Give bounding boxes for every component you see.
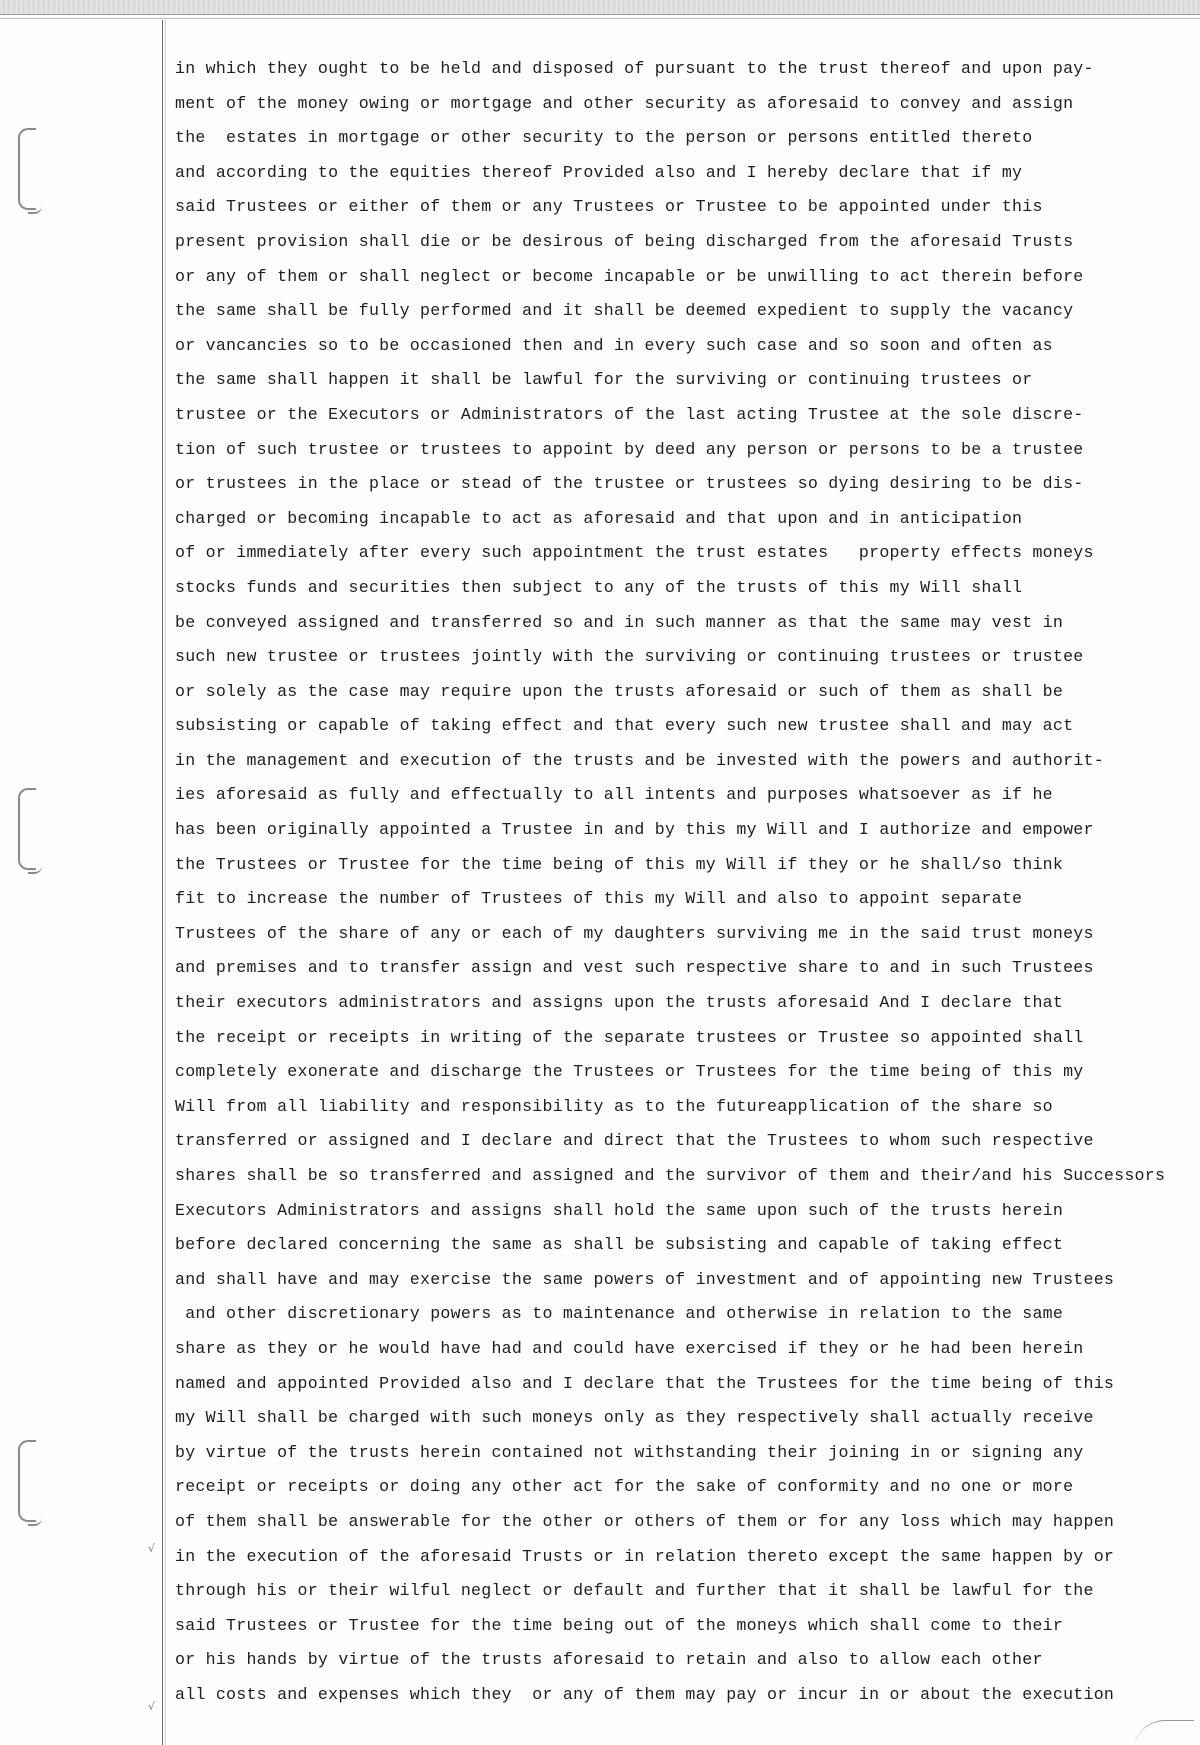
margin-tick-mark: √ <box>148 1700 156 1713</box>
text-line: ies aforesaid as fully and effectually to all intents and purposes whatsoever as if he <box>175 785 1053 805</box>
text-line: the same shall be fully performed and it shall be deemed expedient to supply the vacancy <box>175 301 1074 321</box>
text-line: in the execution of the aforesaid Trusts or in relation thereto except the same happen by or <box>175 1546 1115 1566</box>
text-line: Trustees of the share of any or each of my daughters surviving me in the said trust moneys <box>175 923 1094 943</box>
text-line: has been originally appointed a Trustee in and by this my Will and I authorize and empower <box>175 820 1094 840</box>
text-line: or vancancies so to be occasioned then and in every such case and so soon and often as <box>175 335 1053 355</box>
text-line: or any of them or shall neglect or become incapable or be unwilling to act therein before <box>175 266 1084 286</box>
binder-hole-top <box>18 128 36 210</box>
left-margin-rule-shadow <box>165 20 166 1745</box>
text-line: or trustees in the place or stead of the trustee or trustees so dying desiring to be dis- <box>175 474 1084 494</box>
text-line: such new trustee or trustees jointly with the surviving or continuing trustees or trustee <box>175 647 1084 667</box>
text-line: shares shall be so transferred and assigned and the survivor of them and their/and his Successors <box>175 1166 1166 1185</box>
text-line: be conveyed assigned and transferred so and in such manner as that the same may vest in <box>175 612 1064 632</box>
text-line: tion of such trustee or trustees to appoint by deed any person or persons to be a trustee <box>175 439 1084 459</box>
binder-hole-bottom <box>18 1440 36 1522</box>
text-line: charged or becoming incapable to act as aforesaid and that upon and in anticipation <box>175 508 1023 528</box>
text-line: subsisting or capable of taking effect and that every such new trustee shall and may act <box>175 716 1074 736</box>
text-line: and premises and to transfer assign and vest such respective share to and in such Trustees <box>175 958 1094 978</box>
text-line: and according to the equities thereof Provided also and I hereby declare that if my <box>175 162 1023 182</box>
text-line: share as they or he would have had and could have exercised if they or he had been herein <box>175 1338 1084 1358</box>
text-line: present provision shall die or be desirous of being discharged from the aforesaid Trusts <box>175 231 1074 251</box>
text-line: said Trustees or either of them or any Trustees or Trustee to be appointed under this <box>175 197 1043 217</box>
text-line: all costs and expenses which they or any of them may pay or incur in or about the execution <box>175 1684 1115 1704</box>
text-line: transferred or assigned and I declare and direct that the Trustees to whom such respective <box>175 1131 1094 1151</box>
text-line: trustee or the Executors or Administrators of the last acting Trustee at the sole discre- <box>175 404 1084 424</box>
scan-top-band <box>0 0 1200 15</box>
text-line: through his or their wilful neglect or default and further that it shall be lawful for the <box>175 1581 1094 1601</box>
text-line: and shall have and may exercise the same powers of investment and of appointing new Trustees <box>175 1269 1115 1289</box>
text-line: the same shall happen it shall be lawful for the surviving or continuing trustees or <box>175 370 1033 390</box>
text-line: in the management and execution of the trusts and be invested with the powers and authorit- <box>175 750 1104 770</box>
top-rule <box>0 18 1200 19</box>
text-line: Will from all liability and responsibility as to the futureapplication of the share so <box>175 1096 1053 1116</box>
text-line: the Trustees or Trustee for the time being of this my Will if they or he shall/so think <box>175 854 1064 874</box>
text-line: stocks funds and securities then subject to any of the trusts of this my Will shall <box>175 577 1023 597</box>
text-line: the estates in mortgage or other security to the person or persons entitled thereto <box>175 128 1033 148</box>
text-line: Executors Administrators and assigns shall hold the same upon such of the trusts herein <box>175 1200 1064 1220</box>
text-line: and other discretionary powers as to maintenance and otherwise in relation to the same <box>175 1304 1064 1324</box>
text-line: completely exonerate and discharge the Trustees or Trustees for the time being of this my <box>175 1062 1084 1082</box>
text-line: or his hands by virtue of the trusts aforesaid to retain and also to allow each other <box>175 1650 1043 1670</box>
text-line: of them shall be answerable for the other or others of them or for any loss which may happen <box>175 1511 1115 1531</box>
text-line: my Will shall be charged with such moneys only as they respectively shall actually receive <box>175 1408 1094 1428</box>
text-line: of or immediately after every such appointment the trust estates property effects moneys <box>175 543 1094 563</box>
text-line: the receipt or receipts in writing of the separate trustees or Trustee so appointed shall <box>175 1027 1084 1047</box>
margin-tick-mark: √ <box>148 1542 156 1555</box>
text-line: before declared concerning the same as shall be subsisting and capable of taking effect <box>175 1235 1064 1255</box>
typewritten-text-body <box>175 52 1185 1713</box>
left-margin-rule <box>162 20 163 1745</box>
text-line: by virtue of the trusts herein contained not withstanding their joining in or signing any <box>175 1442 1084 1462</box>
text-line: named and appointed Provided also and I declare that the Trustees for the time being of this <box>175 1373 1115 1393</box>
text-line: their executors administrators and assigns upon the trusts aforesaid And I declare that <box>175 993 1064 1013</box>
text-line: said Trustees or Trustee for the time being out of the moneys which shall come to their <box>175 1615 1064 1635</box>
text-line: in which they ought to be held and disposed of pursuant to the trust thereof and upon pay- <box>175 59 1094 78</box>
text-line: ment of the money owing or mortgage and other security as aforesaid to convey and assign <box>175 93 1074 113</box>
text-line: fit to increase the number of Trustees of this my Will and also to appoint separate <box>175 889 1023 909</box>
page-corner-edge <box>1134 1720 1194 1745</box>
text-line: or solely as the case may require upon the trusts aforesaid or such of them as shall be <box>175 681 1064 701</box>
binder-hole-middle <box>18 788 36 870</box>
text-line: receipt or receipts or doing any other act for the sake of conformity and no one or more <box>175 1477 1074 1497</box>
